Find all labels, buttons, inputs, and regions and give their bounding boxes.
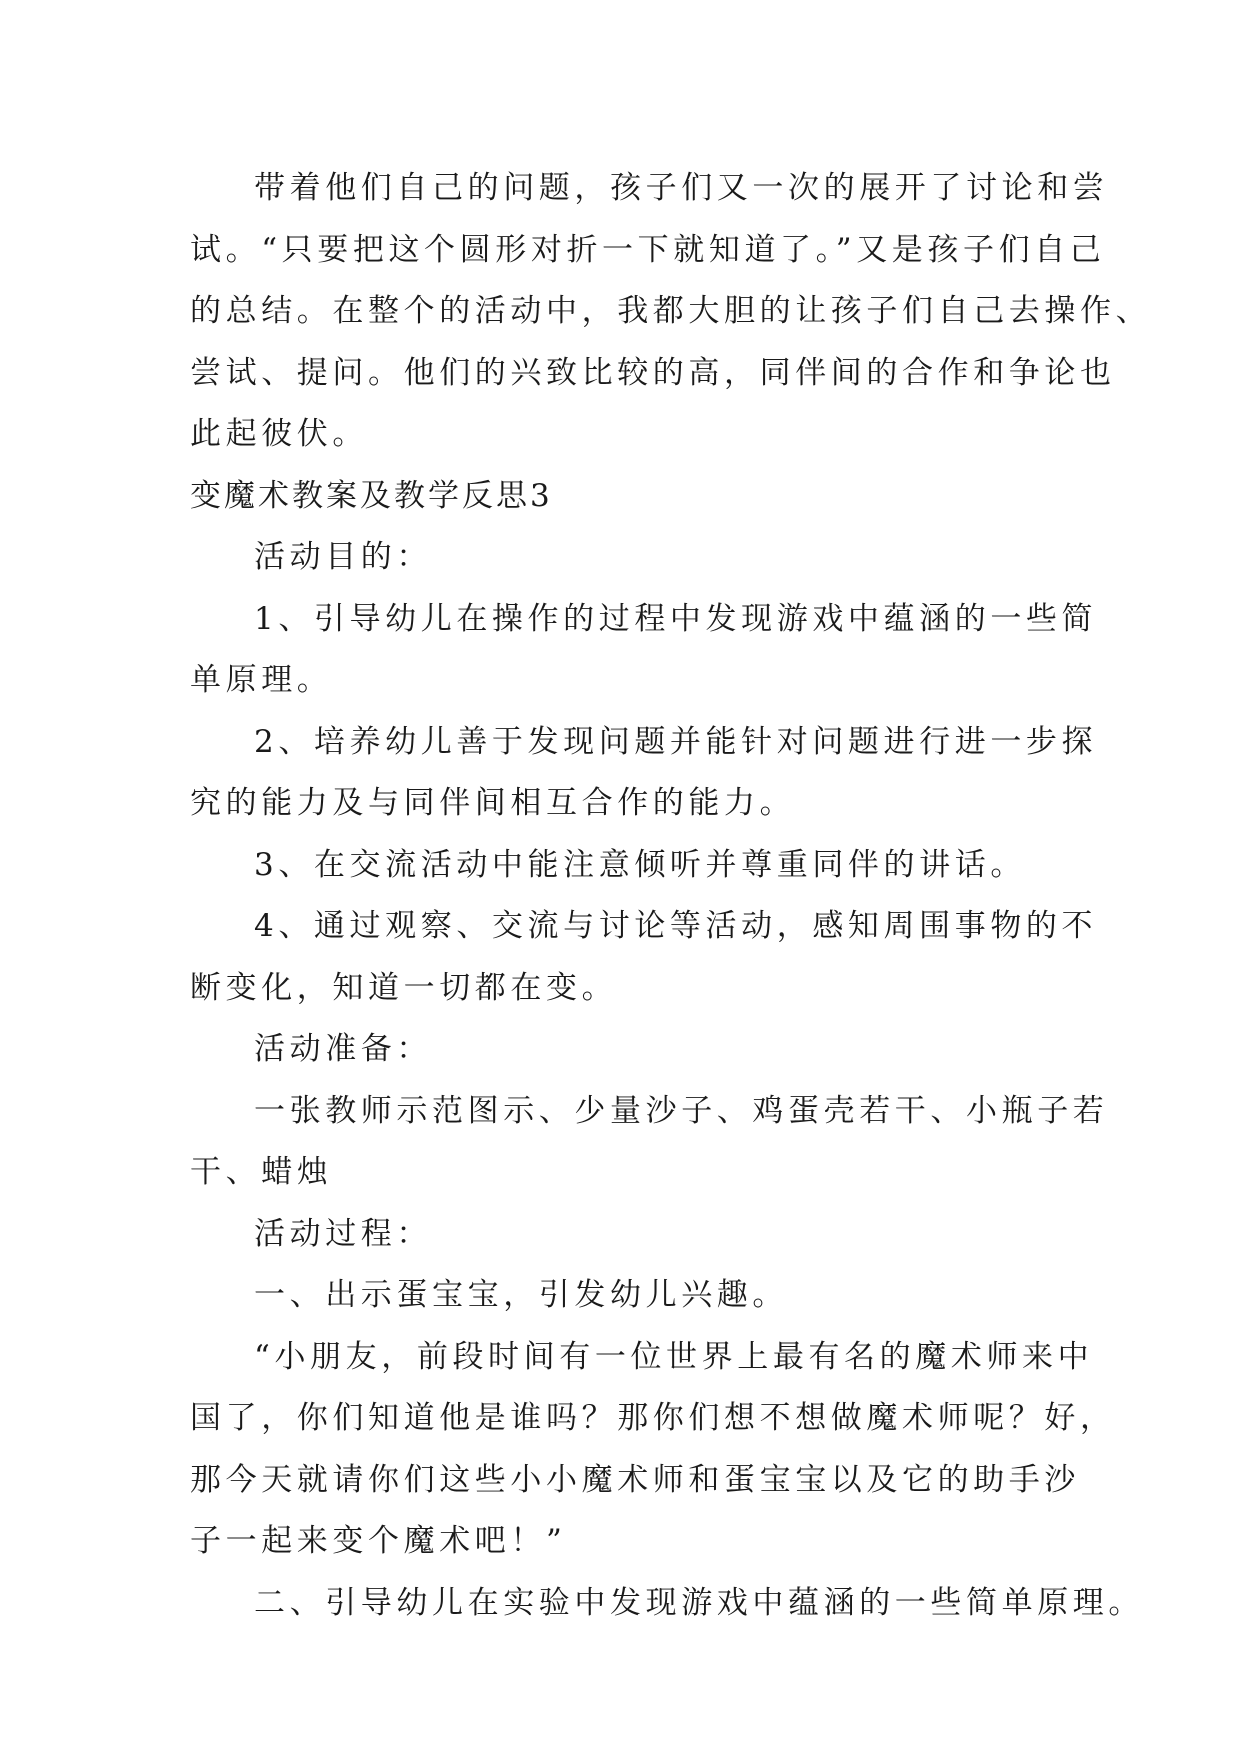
preparation-materials: 一张教师示范图示、少量沙子、鸡蛋壳若干、小瓶子若 xyxy=(254,1092,1109,1129)
quoted-speech: “小朋友，前段时间有一位世界上最有名的魔术师来中 xyxy=(254,1338,1094,1375)
process-step-1: 一、出示蛋宝宝，引发幼儿兴趣。 xyxy=(254,1277,788,1313)
goal-item-4: 4、通过观察、交流与讨论等活动，感知周围事物的不 xyxy=(254,908,1098,944)
paragraph-line: 断变化，知道一切都在变。 xyxy=(190,969,618,1006)
paragraph-line: 那今天就请你们这些小小魔术师和蛋宝宝以及它的助手沙 xyxy=(190,1461,1080,1498)
paragraph-line: 国了，你们知道他是谁吗？那你们想不想做魔术师呢？好， xyxy=(190,1400,1116,1436)
process-step-2: 二、引导幼儿在实验中发现游戏中蕴涵的一些简单原理。 xyxy=(254,1584,1144,1621)
subheading-activity-process: 活动过程： xyxy=(254,1215,432,1252)
paragraph-line: 究的能力及与同伴间相互合作的能力。 xyxy=(190,785,796,821)
subheading-activity-goals: 活动目的： xyxy=(254,539,432,575)
paragraph-line: 干、蜡烛 xyxy=(190,1154,333,1190)
paragraph-line: 尝试、提问。他们的兴致比较的高，同伴间的合作和争论也 xyxy=(190,354,1116,391)
paragraph-line: 的总结。在整个的活动中，我都大胆的让孩子们自己去操作、 xyxy=(190,293,1152,329)
paragraph-line: 带着他们自己的问题，孩子们又一次的展开了讨论和尝 xyxy=(254,170,1109,206)
subheading-activity-preparation: 活动准备： xyxy=(254,1031,432,1067)
goal-item-1: 1、引导幼儿在操作的过程中发现游戏中蕴涵的一些简 xyxy=(254,600,1098,637)
paragraph-line: 试。“只要把这个圆形对折一下就知道了。”又是孩子们自己 xyxy=(190,231,1106,268)
goal-item-3: 3、在交流活动中能注意倾听并尊重同伴的讲话。 xyxy=(254,846,1026,883)
paragraph-line: 此起彼伏。 xyxy=(190,416,368,452)
goal-item-2: 2、培养幼儿善于发现问题并能针对问题进行进一步探 xyxy=(254,723,1098,760)
document-body xyxy=(190,158,1152,1634)
paragraph-line: 子一起来变个魔术吧！” xyxy=(190,1523,567,1559)
paragraph-line: 单原理。 xyxy=(190,662,333,698)
section-heading: 变魔术教案及教学反思3 xyxy=(190,477,553,514)
